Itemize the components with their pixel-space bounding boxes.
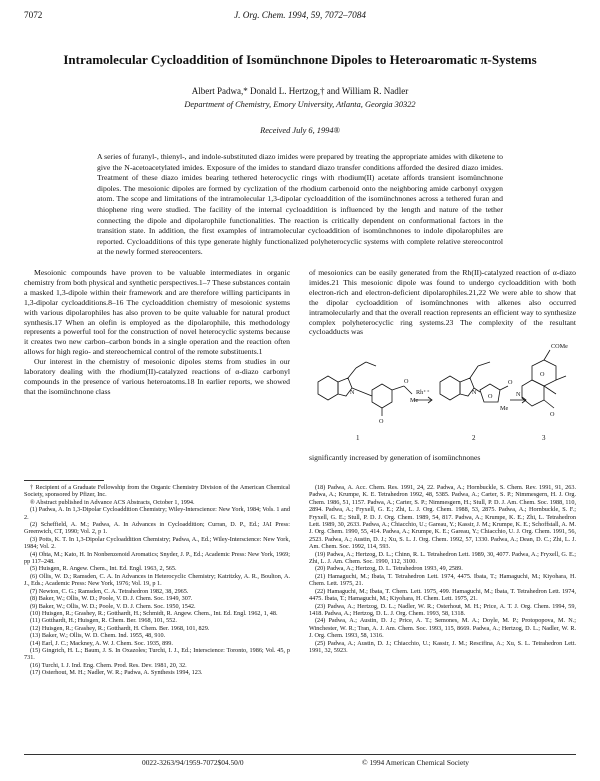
footnote: (15) Gingrich, H. L.; Baum, J. S. In Oxazoles; Turchi, I. J., Ed.; Interscience: Toronto, 1986; Vol. 45, p 731. <box>24 646 290 662</box>
journal-citation: J. Org. Chem. 1994, 59, 7072–7084 <box>234 10 366 20</box>
compound-number: 1 <box>356 434 360 442</box>
body-paragraph: Mesoionic compounds have proven to be valuable intermediates in organic chemistry from both physical and synthetic perspectives.1–7 These substances contain a masked 1,3-dipole within their framework and are therefore willing participants in 1,3-dipolar cycloadditions.8–16 The cycloaddition chemistry of mesoionic systems with various dipolarophiles has also proven to be quite valuable for natural product synthesis.17 When an olefin is employed as the dipolarophile, this methodology represents a powerful tool for the construction of novel heterocyclic systems because it creates two new carbon–carbon bonds in a single operation and the reaction often allows for high regio- and stereochemical control of the remote substituents.1 <box>24 268 290 357</box>
footnote: (11) Gotthardt, H.; Huisgen, R. Chem. Ber. 1968, 101, 552. <box>30 617 177 625</box>
article-code: 0022-3263/94/1959-7072$04.50/0 <box>142 758 244 767</box>
author-list: Albert Padwa,* Donald L. Hertzog,† and William R. Nadler <box>191 86 409 96</box>
footnote: (23) Padwa, A.; Hertzog, D. L.; Nadler, W. R.; Osterhout, M. H.; Price, A. T. J. Org. Chem. 1994, 59, 1418. Padwa, A.; Hertzog, D. L. J. Org. Chem. 1993, 58, 1318. <box>309 602 576 617</box>
footnote: (5) Huisgen, R. Angew. Chem., Int. Ed. Engl. 1963, 2, 565. <box>30 565 177 573</box>
footnote: (17) Osterhout, M. H.; Nadler, W. R.; Padwa, A. Synthesis 1994, 123. <box>30 669 203 677</box>
footnote: (21) Hamaguchi, M.; Ibata, T. Tetrahedron Lett. 1974, 4475. Ibata, T.; Hamaguchi, M.; Kiyohara, H. Chem. Lett. 1975, 21. <box>309 572 576 588</box>
atom-label: O <box>379 418 384 425</box>
footnote: (13) Baker, W.; Ollis, W. D. Chem. Ind. 1955, 48, 910. <box>30 632 166 640</box>
compound-number: 2 <box>472 434 476 442</box>
running-header <box>24 10 576 24</box>
footnote: (18) Padwa, A. Acc. Chem. Res. 1991, 24, 22. Padwa, A.; Hornbuckle, S. Chem. Rev. 1991, 91, 263. Padwa, A.; Krumpe, K. E. Tetrahedron 1992, 48, 5385. Padwa, A.; Carter, S. P.; Nimmesgern, H. J. Org. Chem. 1986, 51, 1157. Padwa, A.; Carter, S. P.; Nimmesgern, H.; Stull, P. D. J. Am. Chem. Soc. 1988, 110, 2894. Padwa, A.; Fryxell, G. E.; Zhi, L. J. Org. Chem. 1988, 53, 2875. Padwa, A.; Hornbuckle, S. F.; Fryxell, G. E.; Stull, P. D. J. Org. Chem. 1989, 54, 817. Padwa, A.; Krumpe, K. E.; Zhi, L. Tetrahedron Lett. 1989, 30, 2633. Padwa, A.; Chiacchio, U.; Gareau, Y.; Kassir, J. M.; Krumpe, K. E.; Schoffstall, A. M. J. Org. Chem. 1990, 55, 414. Padwa, A.; Krumpe, K. E.; Gareau, Y.; Chiacchio, U. J. Org. Chem. 1991, 56, 2523. Padwa, A.; Austin, D. J.; Xu, S. L. J. Org. Chem. 1992, 57, 1330. Padwa, A.; Dean, D. C.; Zhi, L. J. Am. Chem. Soc. 1992, 114, 593. <box>309 484 576 551</box>
footnote: ® Abstract published in Advance ACS Abstracts, October 1, 1994. <box>30 498 195 506</box>
body-paragraph: significantly increased by generation of isomünchnones <box>309 453 481 463</box>
atom-label: O <box>404 378 409 385</box>
footnote: (22) Hamaguchi, M.; Ibata, T. Chem. Lett. 1975, 499. Hamaguchi, M.; Ibata, T. Tetrahedron Lett. 1974, 4475. Ibata, T.; Hamaguchi, M.; Kiyohara, H. Chem. Lett. 1975, 21. <box>309 587 576 603</box>
footnote: (3) Potts, K. T. In 1,3-Dipolar Cycloaddition Chemistry; Padwa, A., Ed.; Wiley-Interscience: New York, 1984; Vol. 2. <box>24 535 290 551</box>
bottom-rule <box>24 754 576 755</box>
atom-label: Me <box>500 405 509 412</box>
atom-label: O <box>488 393 493 400</box>
atom-label: COMe <box>551 343 568 350</box>
footnote: (25) Padwa, A.; Austin, D. J.; Chiacchio, U.; Kassir, J. M.; Rescifina, A.; Xu, S. L. Tetrahedron Lett. 1991, 32, 5923. <box>309 639 576 654</box>
atom-label: O <box>508 379 513 386</box>
atom-label: N <box>350 389 355 396</box>
article-title: Intramolecular Cycloaddition of Isomünchnone Dipoles to Heteroaromatic π-Systems <box>63 52 537 67</box>
footnote: (19) Padwa, A.; Hertzog, D. L.; Chinn, R. L. Tetrahedron Lett. 1989, 30, 4077. Padwa, A.; Fryxell, G. E.; Zhi, L. J. Am. Chem. Soc. 1990, 112, 3100. <box>309 550 576 566</box>
footnote: (6) Ollis, W. D.; Ramsden, C. A. In Advances in Heterocyclic Chemistry; Katritzky, A. R., Boulton, A. J., Eds.; Academic Press: New York, 1976; Vol. 19, p 1. <box>24 572 290 588</box>
footnote: (1) Padwa, A. In 1,3-Dipolar Cycloaddition Chemistry; Wiley-Interscience: New York, 1984; Vols. 1 and 2. <box>24 506 290 521</box>
body-paragraph: Our interest in the chemistry of mesoionic dipoles stems from studies in our laboratory dealing with the rhodium(II)-catalyzed reactions of α-diazo carbonyl compounds in the presence of various heteroatoms.18 In earlier reports, we showed that the isomünchnone class <box>24 357 290 396</box>
footnote: (14) Earl, J. C.; Mackney, A. W. J. Chem. Soc. 1935, 899. <box>30 639 173 647</box>
reaction-scheme <box>312 336 574 450</box>
footnotes-left <box>24 484 290 677</box>
footnote: (16) Turchi, I. J. Ind. Eng. Chem. Prod. Res. Dev. 1981, 20, 32. <box>30 661 187 669</box>
footnote: (24) Padwa, A.; Austin, D. J.; Price, A. T.; Semones, M. A.; Doyle, M. P.; Protopopova, M. N.; Winchester, W. R.; Tran, A. J. Am. Chem. Soc. 1993, 115, 8669. Padwa, A.; Hertzog, D. L.; Nadler, W. R. J. Org. Chem. 1993, 58, 1316. <box>309 617 576 640</box>
page-footer <box>24 758 576 770</box>
footnote: (10) Huisgen, R.; Grashey, R.; Gotthardt, H.; Schmidt, R. Angew. Chem., Int. Ed. Engl. 1962, 1, 48. <box>30 609 278 617</box>
footnote: (9) Baker, W.; Ollis, W. D.; Poole, V. D. J. Chem. Soc. 1950, 1542. <box>30 602 196 610</box>
atom-label: O <box>550 411 555 418</box>
footnote: (12) Huisgen, R.; Grashey, R.; Gotthardt, H. Chem. Ber. 1968, 101, 829. <box>30 624 210 632</box>
abstract: A series of furanyl-, thienyl-, and indole-substituted diazo imides were prepared by treating the appropriate amides with diketene to give the N-acetoacetylated imides. Exposure of the imides to standard diazo transfer conditions afforded the desired diazo imides. Treatment of these diazo imides bearing tethered heterocyclic rings with rhodium(II) acetate affords transient isomünchnone dipoles. The mesoionic dipoles are formed by cyclization of the rhodium carbenoid onto the neighboring amide carbonyl oxygen atom. The scope and limitations of the intramolecular 1,3-dipolar cycloaddition of the isomünchnones across a tethered furan and thiophene ring were studied. The facility of the internal cycloaddition is influenced by the length and nature of the tether connecting the dipole and dipolarophile functionalities. The reaction is critically dependent on conformational factors in the transition state. In addition, the first examples of intramolecular cycloaddition of isomünchnones to indole dipolarophiles are reported. Cycloadditions of this type generate highly functionalized polyheterocyclic systems with complete relative stereocontrol at the newly formed stereocenters. <box>97 152 503 257</box>
atom-label: N <box>472 389 477 396</box>
atom-label: N <box>516 391 521 398</box>
atom-label: Me <box>410 397 419 404</box>
received-date: Received July 6, 1994® <box>260 126 340 135</box>
copyright: © 1994 American Chemical Society <box>362 758 470 767</box>
footnote: (7) Newton, C. G.; Ramsden, C. A. Tetrahedron 1982, 38, 2965. <box>30 587 189 595</box>
footnote: (4) Ohta, M.; Kato, H. In Nonbenzenoid Aromatics; Snyder, J. P., Ed.; Academic Press: New York, 1969; pp 117–248. <box>24 550 290 566</box>
footnote: † Recipient of a Graduate Fellowship from the Organic Chemistry Division of the American Chemical Society, sponsored by Pfizer, Inc. <box>24 484 290 499</box>
compound-number: 3 <box>542 434 546 442</box>
body-paragraph: of mesoionics can be easily generated from the Rh(II)-catalyzed reaction of α-diazo imides.21 This mesoionic dipole was found to undergo cycloaddition with both electron-rich and electron-deficient dipolarophiles.21,22 We were able to show that the dipolar cycloaddition of isomünchnones with alkenes also occurred intramolecularly and that the overall reaction represents an efficient way to synthesize complex polyheterocyclic ring systems.23 The complexity of the resultant cycloadducts was <box>309 268 576 337</box>
body-column-left <box>24 268 290 397</box>
footnotes-right <box>309 484 576 654</box>
footnote-rule <box>24 480 104 481</box>
atom-label: O <box>540 371 545 378</box>
footnote: (20) Padwa, A.; Hertzog, D. L. Tetrahedron 1993, 49, 2589. <box>315 565 463 573</box>
affiliation: Department of Chemistry, Emory University, Atlanta, Georgia 30322 <box>184 100 416 109</box>
page-number: 7072 <box>24 10 43 20</box>
footnote: (2) Scheffield, A. M.; Padwa, A. In Advances in Cycloaddition; Curran, D. P., Ed.; JAI Press: Greenwich, CT, 1990; Vol. 2, p 1. <box>24 521 290 536</box>
catalyst-label: Rh⁺⁺ <box>416 389 430 396</box>
footnote: (8) Baker, W.; Ollis, W. D.; Poole, V. D. J. Chem. Soc. 1949, 307. <box>30 595 193 603</box>
